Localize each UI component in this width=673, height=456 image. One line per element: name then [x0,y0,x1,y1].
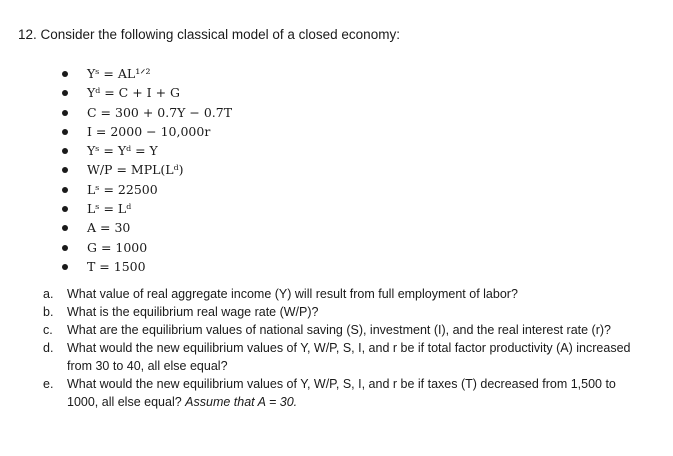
bullet-icon [62,129,68,135]
bullet-icon [62,206,68,212]
equation-text: I = 2000 − 10,000r [87,123,211,139]
subquestion-e [43,375,643,411]
subquestion-d [43,339,643,375]
equation-text: Yˢ = AL¹ᐟ² [87,66,151,81]
equation-list [62,64,232,276]
bullet-icon [62,110,68,116]
equation-text: A = 30 [87,220,131,236]
subquestion-letter: a. [43,287,54,301]
subquestion-c [43,321,643,339]
bullet-icon [62,90,68,96]
equation-item [62,122,232,141]
equation-item [62,180,232,199]
subquestion-letter: b. [43,305,54,319]
question-title: 12. Consider the following classical model of a closed economy: [18,27,400,42]
subquestion-b [43,303,643,321]
subquestion-letter: e. [43,377,54,391]
equation-item [62,218,232,237]
equation-text: T = 1500 [87,258,146,274]
equation-item [62,257,232,276]
bullet-icon [62,264,68,270]
equation-item [62,83,232,102]
subquestion-assumption: Assume that A = 30. [185,395,298,409]
equation-text: W/P = MPL(Lᵈ) [87,162,184,178]
equation-item [62,238,232,257]
equation-item [62,199,232,218]
equation-text: G = 1000 [87,239,148,255]
subquestion-text: What value of real aggregate income (Y) will result from full employment of labor? [67,287,518,301]
equation-text: Lˢ = Lᵈ [87,201,132,217]
bullet-icon [62,148,68,154]
equation-text: C = 300 + 0.7Y − 0.7T [87,104,233,120]
equation-text: Lˢ = 22500 [87,181,158,197]
equation-item [62,103,232,122]
equation-item [62,141,232,160]
subquestion-a [43,285,643,303]
equation-text: Yᵈ = C + I + G [87,85,180,101]
subquestion-letter: c. [43,323,53,337]
bullet-icon [62,225,68,231]
bullet-icon [62,71,68,77]
subquestion-text: What is the equilibrium real wage rate (W/P)? [67,305,319,319]
subquestion-letter: d. [43,341,54,355]
subquestion-list [43,285,643,411]
bullet-icon [62,167,68,173]
subquestion-text: What would the new equilibrium values of Y, W/P, S, I, and r be if total factor productivity (A) increased from 30 to 40, all else equal? [67,341,631,373]
equation-item [62,64,232,83]
subquestion-text: What would the new equilibrium values of Y, W/P, S, I, and r be if taxes (T) decreased from 1,500 to 1000, all else equal? [67,377,616,409]
bullet-icon [62,245,68,251]
equation-text: Yˢ = Yᵈ = Y [87,143,158,159]
equation-item [62,160,232,179]
bullet-icon [62,187,68,193]
subquestion-text: What are the equilibrium values of national saving (S), investment (I), and the real interest rate (r)? [67,323,612,337]
